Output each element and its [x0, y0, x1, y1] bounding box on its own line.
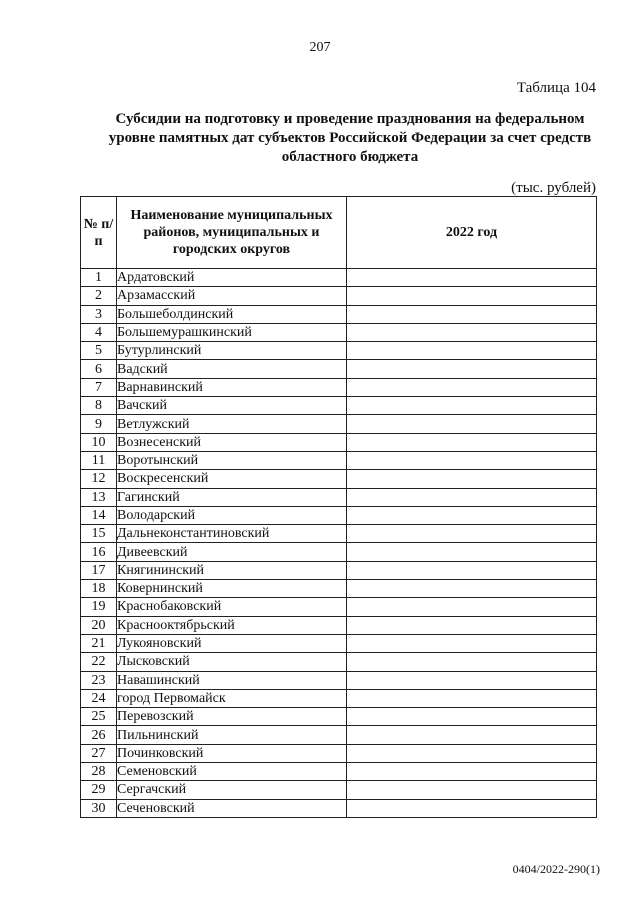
value-cell: [347, 378, 597, 396]
municipality-name-cell: Бутурлинский: [117, 342, 347, 360]
municipality-name-cell: Навашинский: [117, 671, 347, 689]
row-number-cell: 4: [81, 323, 117, 341]
row-number-cell: 25: [81, 708, 117, 726]
table-row: [81, 342, 597, 360]
row-number-cell: 15: [81, 525, 117, 543]
table-row: [81, 561, 597, 579]
value-cell: [347, 653, 597, 671]
municipality-name-cell: город Первомайск: [117, 689, 347, 707]
municipality-name-cell: Ардатовский: [117, 269, 347, 287]
municipality-name-cell: Краснобаковский: [117, 598, 347, 616]
municipality-name-cell: Вадский: [117, 360, 347, 378]
value-cell: [347, 799, 597, 817]
table-row: [81, 360, 597, 378]
table-row: [81, 506, 597, 524]
table-label: Таблица 104: [516, 80, 596, 96]
value-cell: [347, 287, 597, 305]
row-number-cell: 14: [81, 506, 117, 524]
row-number-cell: 26: [81, 726, 117, 744]
table-row: [81, 470, 597, 488]
value-cell: [347, 269, 597, 287]
municipality-name-cell: Перевозский: [117, 708, 347, 726]
municipality-name-cell: Лукояновский: [117, 634, 347, 652]
row-number-cell: 19: [81, 598, 117, 616]
table-row: [81, 598, 597, 616]
value-cell: [347, 781, 597, 799]
municipality-name-cell: Воротынский: [117, 451, 347, 469]
table-row: [81, 397, 597, 415]
row-number-cell: 20: [81, 616, 117, 634]
value-cell: [347, 305, 597, 323]
municipality-name-cell: Вачский: [117, 397, 347, 415]
row-number-cell: 6: [81, 360, 117, 378]
table-row: [81, 799, 597, 817]
value-cell: [347, 506, 597, 524]
row-number-cell: 10: [81, 433, 117, 451]
header-municipality: Наименование муниципальных районов, муниципальных и городских округов: [117, 197, 347, 269]
table-header-row: [81, 197, 597, 269]
value-cell: [347, 561, 597, 579]
municipality-name-cell: Пильнинский: [117, 726, 347, 744]
row-number-cell: 8: [81, 397, 117, 415]
subsidy-table: [80, 196, 597, 818]
row-number-cell: 2: [81, 287, 117, 305]
value-cell: [347, 616, 597, 634]
table-row: [81, 634, 597, 652]
value-cell: [347, 433, 597, 451]
table-row: [81, 744, 597, 762]
row-number-cell: 7: [81, 378, 117, 396]
table-row: [81, 269, 597, 287]
value-cell: [347, 744, 597, 762]
row-number-cell: 24: [81, 689, 117, 707]
table-row: [81, 781, 597, 799]
value-cell: [347, 488, 597, 506]
value-cell: [347, 543, 597, 561]
value-cell: [347, 689, 597, 707]
row-number-cell: 18: [81, 580, 117, 598]
municipality-name-cell: Ковернинский: [117, 580, 347, 598]
municipality-name-cell: Починковский: [117, 744, 347, 762]
municipality-name-cell: Дальнеконстантиновский: [117, 525, 347, 543]
municipality-name-cell: Лысковский: [117, 653, 347, 671]
municipality-name-cell: Семеновский: [117, 763, 347, 781]
header-number: № п/п: [81, 197, 117, 269]
municipality-name-cell: Сергачский: [117, 781, 347, 799]
table-row: [81, 726, 597, 744]
municipality-name-cell: Большемурашкинский: [117, 323, 347, 341]
table-row: [81, 451, 597, 469]
value-cell: [347, 360, 597, 378]
municipality-name-cell: Володарский: [117, 506, 347, 524]
row-number-cell: 12: [81, 470, 117, 488]
municipality-name-cell: Сеченовский: [117, 799, 347, 817]
table-row: [81, 488, 597, 506]
municipality-name-cell: Ветлужский: [117, 415, 347, 433]
row-number-cell: 21: [81, 634, 117, 652]
row-number-cell: 30: [81, 799, 117, 817]
table-row: [81, 543, 597, 561]
document-code: 0404/2022-290(1): [512, 862, 600, 876]
row-number-cell: 11: [81, 451, 117, 469]
value-cell: [347, 726, 597, 744]
units-label: (тыс. рублей): [511, 180, 596, 196]
table-row: [81, 689, 597, 707]
row-number-cell: 3: [81, 305, 117, 323]
row-number-cell: 23: [81, 671, 117, 689]
page-number: 207: [309, 40, 331, 55]
value-cell: [347, 342, 597, 360]
value-cell: [347, 763, 597, 781]
value-cell: [347, 580, 597, 598]
municipality-name-cell: Дивеевский: [117, 543, 347, 561]
table-row: [81, 305, 597, 323]
municipality-name-cell: Гагинский: [117, 488, 347, 506]
row-number-cell: 13: [81, 488, 117, 506]
table-row: [81, 525, 597, 543]
row-number-cell: 27: [81, 744, 117, 762]
municipality-name-cell: Вознесенский: [117, 433, 347, 451]
value-cell: [347, 397, 597, 415]
value-cell: [347, 525, 597, 543]
table-row: [81, 708, 597, 726]
row-number-cell: 28: [81, 763, 117, 781]
row-number-cell: 29: [81, 781, 117, 799]
row-number-cell: 9: [81, 415, 117, 433]
table-row: [81, 653, 597, 671]
value-cell: [347, 634, 597, 652]
table-row: [81, 323, 597, 341]
value-cell: [347, 470, 597, 488]
table-row: [81, 378, 597, 396]
value-cell: [347, 598, 597, 616]
table-row: [81, 616, 597, 634]
municipality-name-cell: Варнавинский: [117, 378, 347, 396]
header-year-2022: 2022 год: [347, 197, 597, 269]
table-row: [81, 671, 597, 689]
value-cell: [347, 708, 597, 726]
row-number-cell: 16: [81, 543, 117, 561]
row-number-cell: 5: [81, 342, 117, 360]
municipality-name-cell: Краснооктябрьский: [117, 616, 347, 634]
municipality-name-cell: Княгининский: [117, 561, 347, 579]
row-number-cell: 17: [81, 561, 117, 579]
row-number-cell: 1: [81, 269, 117, 287]
table-row: [81, 287, 597, 305]
value-cell: [347, 323, 597, 341]
value-cell: [347, 451, 597, 469]
row-number-cell: 22: [81, 653, 117, 671]
table-body: [81, 269, 597, 818]
value-cell: [347, 671, 597, 689]
table-row: [81, 415, 597, 433]
municipality-name-cell: Большеболдинский: [117, 305, 347, 323]
document-title: Субсидии на подготовку и проведение празднования на федеральном уровне памятных дат субъектов Российской Федерации за счет средств областного бюджета: [108, 111, 592, 165]
table-row: [81, 763, 597, 781]
municipality-name-cell: Воскресенский: [117, 470, 347, 488]
value-cell: [347, 415, 597, 433]
table-row: [81, 580, 597, 598]
table-row: [81, 433, 597, 451]
municipality-name-cell: Арзамасский: [117, 287, 347, 305]
